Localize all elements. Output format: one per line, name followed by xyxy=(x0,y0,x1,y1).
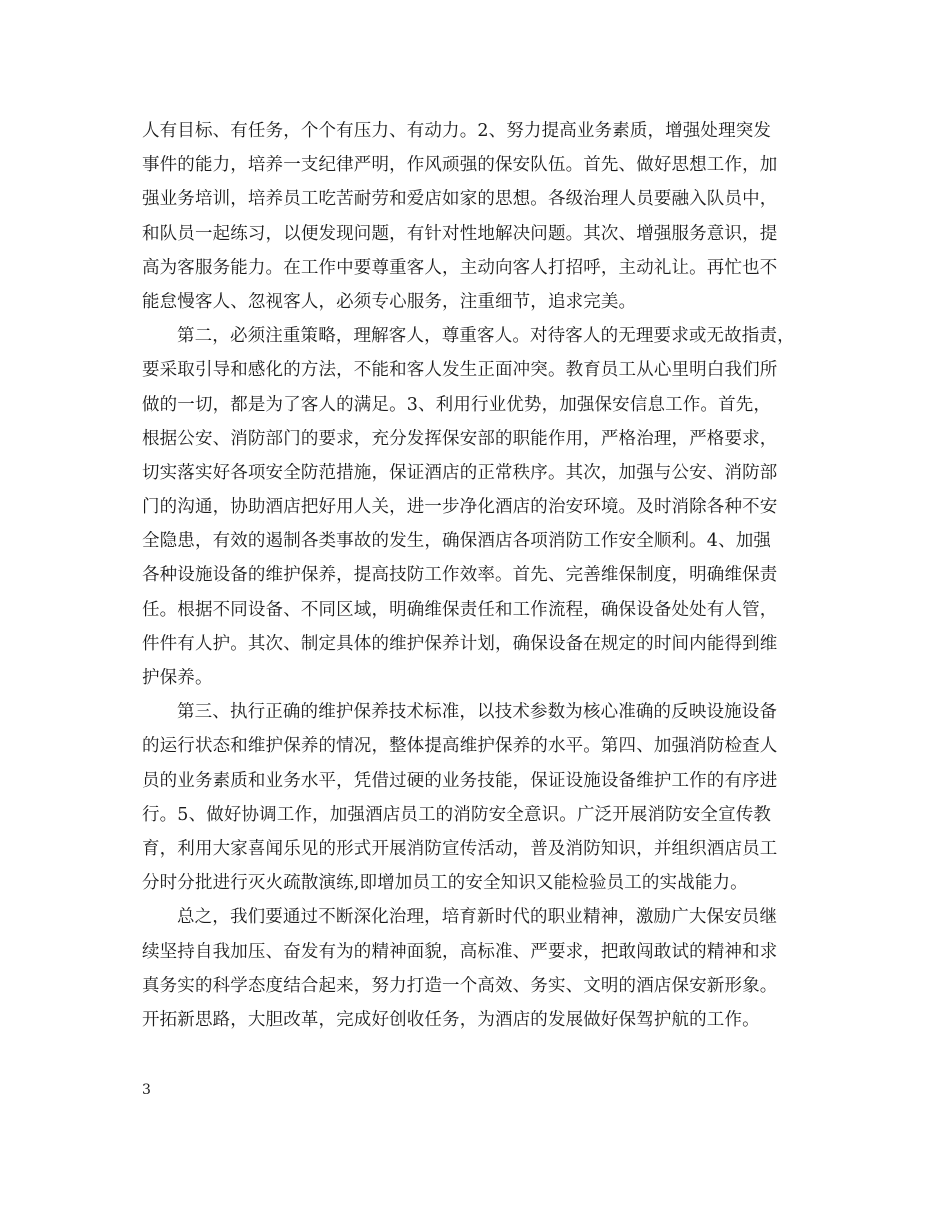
text-line: 能怠慢客人、忽视客人，必须专心服务，注重细节，追求完美。 xyxy=(142,291,637,312)
text-line: 做的一切，都是为了客人的满足。3、利用行业优势，加强保安信息工作。首先， xyxy=(142,394,772,415)
paragraph-start-line: 第三、执行正确的维护保养技术标准，以技术参数为核心准确的反映设施设备 xyxy=(177,702,778,723)
text-line: 真务实的科学态度结合起来，努力打造一个高效、务实、文明的酒店保安新形象。 xyxy=(142,975,778,996)
text-line: 高为客服务能力。在工作中要尊重客人，主动向客人打招呼，主动礼让。再忙也不 xyxy=(142,257,778,278)
text-line: 分时分批进行灭火疏散演练,即增加员工的安全知识又能检验员工的实战能力。 xyxy=(142,873,748,894)
text-line: 和队员一起练习，以便发现问题，有针对性地解决问题。其次、增强服务意识，提 xyxy=(142,223,778,244)
text-line: 护保养。 xyxy=(142,668,213,688)
text-line: 人有目标、有任务，个个有压力、有动力。2、努力提高业务素质，增强处理突发 xyxy=(142,121,772,141)
text-line: 切实落实好各项安全防范措施，保证酒店的正常秩序。其次，加强与公安、消防部 xyxy=(142,462,778,483)
text-line: 行。5、做好协调工作，加强酒店员工的消防安全意识。广泛开展消防安全宣传教 xyxy=(142,804,772,825)
text-line: 事件的能力，培养一支纪律严明，作风顽强的保安队伍。首先、做好思想工作，加 xyxy=(142,155,778,176)
body-text xyxy=(142,114,822,1037)
text-line: 强业务培训，培养员工吃苦耐劳和爱店如家的思想。各级治理人员要融入队员中， xyxy=(142,189,778,210)
text-line: 要采取引导和感化的方法，不能和客人发生正面冲突。教育员工从心里明白我们所 xyxy=(142,360,778,381)
text-line: 任。根据不同设备、不同区域，明确维保责任和工作流程，确保设备处处有人管， xyxy=(142,599,778,620)
page-number: 3 xyxy=(142,1082,151,1098)
text-line: 开拓新思路，大胆改革，完成好创收任务，为酒店的发展做好保驾护航的工作。 xyxy=(142,1009,760,1030)
text-line: 员的业务素质和业务水平，凭借过硬的业务技能，保证设施设备维护工作的有序进 xyxy=(142,770,778,791)
text-line: 各种设施设备的维护保养，提高技防工作效率。首先、完善维保制度，明确维保责 xyxy=(142,565,778,586)
text-line: 件件有人护。其次、制定具体的维护保养计划，确保设备在规定的时间内能得到维 xyxy=(142,633,778,654)
paragraph-start-line: 总之，我们要通过不断深化治理，培育新时代的职业精神，激励广大保安员继 xyxy=(177,907,778,928)
text-line: 门的沟通，协助酒店把好用人关，进一步净化酒店的治安环境。及时消除各种不安 xyxy=(142,497,778,518)
text-line: 续坚持自我加压、奋发有为的精神面貌，高标准、严要求，把敢闯敢试的精神和求 xyxy=(142,941,778,962)
paragraph-start-line: 第二，必须注重策略，理解客人，尊重客人。对待客人的无理要求或无故指责， xyxy=(177,326,795,347)
text-line: 全隐患，有效的遏制各类事故的发生，确保酒店各项消防工作安全顺利。4、加强 xyxy=(142,531,772,552)
text-line: 的运行状态和维护保养的情况，整体提高维护保养的水平。第四、加强消防检查人 xyxy=(142,736,778,757)
text-line: 根据公安、消防部门的要求，充分发挥保安部的职能作用，严格治理，严格要求， xyxy=(142,428,778,449)
text-line: 育，利用大家喜闻乐见的形式开展消防宣传活动，普及消防知识，并组织酒店员工 xyxy=(142,838,778,859)
